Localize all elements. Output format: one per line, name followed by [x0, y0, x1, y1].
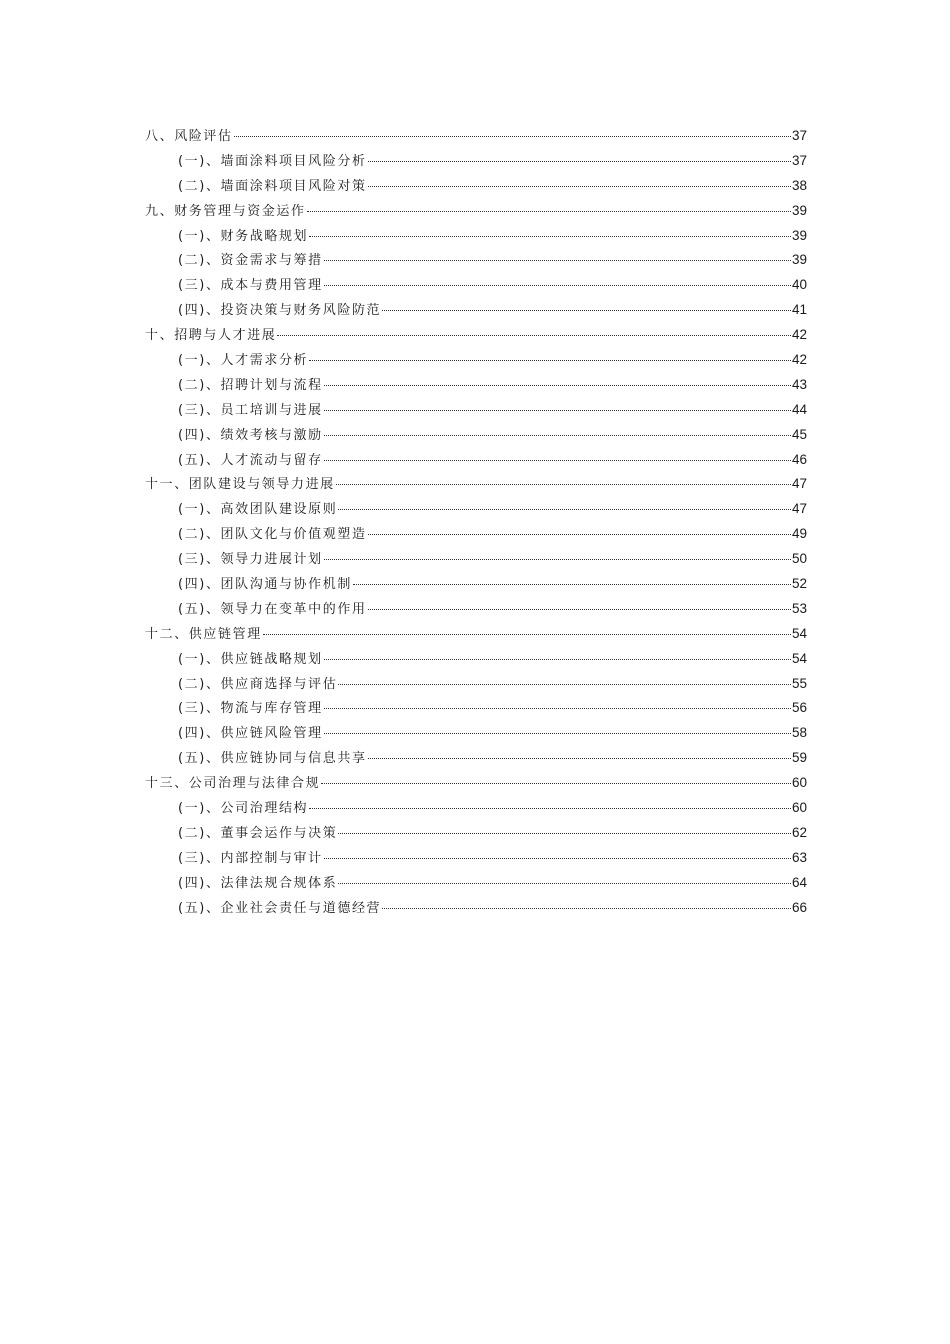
toc-section-entry[interactable] — [145, 822, 807, 847]
toc-entry-page-number: 59 — [791, 750, 807, 766]
toc-section-entry[interactable] — [145, 847, 807, 872]
toc-dot-leader — [324, 559, 791, 560]
toc-entry-page-number: 50 — [791, 551, 807, 567]
toc-entry-title: (三)、内部控制与审计 — [178, 850, 323, 866]
toc-chapter-entry[interactable] — [145, 125, 807, 150]
toc-section-entry[interactable] — [145, 374, 807, 399]
toc-section-entry[interactable] — [145, 897, 807, 922]
toc-dot-leader — [324, 858, 791, 859]
toc-dot-leader — [321, 783, 791, 784]
toc-entry-title: (三)、员工培训与进展 — [178, 402, 323, 418]
toc-entry-title: 十三、公司治理与法律合规 — [145, 776, 321, 792]
toc-entry-title: (一)、公司治理结构 — [178, 801, 309, 817]
toc-entry-page-number: 39 — [791, 252, 807, 268]
toc-entry-title: 十、招聘与人才进展 — [145, 328, 277, 344]
toc-entry-page-number: 39 — [791, 227, 807, 243]
toc-dot-leader — [338, 883, 791, 884]
toc-dot-leader — [309, 360, 791, 361]
toc-entry-title: (三)、物流与库存管理 — [178, 701, 323, 717]
toc-dot-leader — [324, 385, 791, 386]
toc-section-entry[interactable] — [145, 274, 807, 299]
toc-entry-page-number: 42 — [791, 352, 807, 368]
toc-entry-page-number: 52 — [791, 576, 807, 592]
toc-section-entry[interactable] — [145, 523, 807, 548]
toc-dot-leader — [368, 534, 791, 535]
toc-entry-page-number: 47 — [791, 476, 807, 492]
toc-chapter-entry[interactable] — [145, 772, 807, 797]
toc-entry-page-number: 49 — [791, 526, 807, 542]
toc-chapter-entry[interactable] — [145, 473, 807, 498]
toc-dot-leader — [263, 634, 791, 635]
toc-entry-page-number: 54 — [791, 650, 807, 666]
toc-entry-page-number: 37 — [791, 152, 807, 168]
toc-entry-title: (四)、绩效考核与激励 — [178, 427, 323, 443]
toc-dot-leader — [338, 833, 791, 834]
toc-entry-title: (一)、高效团队建设原则 — [178, 502, 338, 518]
toc-chapter-entry[interactable] — [145, 324, 807, 349]
toc-dot-leader — [382, 908, 791, 909]
toc-entry-page-number: 54 — [791, 625, 807, 641]
toc-entry-title: (二)、资金需求与筹措 — [178, 253, 323, 269]
toc-entry-page-number: 45 — [791, 426, 807, 442]
toc-entry-page-number: 60 — [791, 775, 807, 791]
toc-entry-page-number: 47 — [791, 501, 807, 517]
toc-entry-page-number: 66 — [791, 899, 807, 915]
toc-entry-title: (二)、团队文化与价值观塑造 — [178, 527, 367, 543]
toc-section-entry[interactable] — [145, 797, 807, 822]
toc-section-entry[interactable] — [145, 573, 807, 598]
toc-dot-leader — [324, 708, 791, 709]
table-of-contents — [145, 125, 807, 922]
toc-entry-title: 十二、供应链管理 — [145, 626, 262, 642]
toc-entry-page-number: 56 — [791, 700, 807, 716]
toc-dot-leader — [368, 161, 791, 162]
toc-entry-title: (五)、人才流动与留存 — [178, 452, 323, 468]
toc-section-entry[interactable] — [145, 722, 807, 747]
toc-entry-title: (二)、墙面涂料项目风险对策 — [178, 178, 367, 194]
toc-entry-title: (四)、团队沟通与协作机制 — [178, 577, 352, 593]
toc-dot-leader — [234, 136, 791, 137]
toc-entry-page-number: 40 — [791, 277, 807, 293]
toc-dot-leader — [324, 659, 791, 660]
toc-section-entry[interactable] — [145, 299, 807, 324]
toc-dot-leader — [353, 584, 791, 585]
toc-entry-title: 九、财务管理与资金运作 — [145, 203, 306, 219]
toc-entry-title: (二)、董事会运作与决策 — [178, 825, 338, 841]
toc-dot-leader — [324, 733, 791, 734]
toc-entry-page-number: 60 — [791, 800, 807, 816]
toc-entry-page-number: 42 — [791, 327, 807, 343]
toc-section-entry[interactable] — [145, 548, 807, 573]
toc-entry-title: (五)、供应链协同与信息共享 — [178, 751, 367, 767]
toc-section-entry[interactable] — [145, 697, 807, 722]
toc-entry-page-number: 55 — [791, 675, 807, 691]
toc-section-entry[interactable] — [145, 150, 807, 175]
toc-dot-leader — [368, 758, 791, 759]
toc-section-entry[interactable] — [145, 449, 807, 474]
toc-section-entry[interactable] — [145, 648, 807, 673]
toc-entry-title: (四)、投资决策与财务风险防范 — [178, 303, 382, 319]
toc-section-entry[interactable] — [145, 349, 807, 374]
toc-section-entry[interactable] — [145, 175, 807, 200]
toc-entry-title: (三)、成本与费用管理 — [178, 278, 323, 294]
toc-entry-page-number: 62 — [791, 824, 807, 840]
toc-dot-leader — [382, 310, 791, 311]
toc-dot-leader — [324, 410, 791, 411]
toc-entry-title: 八、风险评估 — [145, 129, 233, 144]
toc-entry-page-number: 41 — [791, 302, 807, 318]
toc-section-entry[interactable] — [145, 598, 807, 623]
toc-dot-leader — [338, 509, 791, 510]
toc-entry-title: (五)、领导力在变革中的作用 — [178, 601, 367, 617]
toc-section-entry[interactable] — [145, 225, 807, 250]
toc-entry-page-number: 53 — [791, 600, 807, 616]
toc-entry-title: (一)、人才需求分析 — [178, 353, 309, 369]
toc-entry-page-number: 63 — [791, 849, 807, 865]
toc-dot-leader — [324, 260, 791, 261]
toc-entry-title: (四)、供应链风险管理 — [178, 726, 323, 742]
toc-section-entry[interactable] — [145, 673, 807, 698]
toc-entry-page-number: 38 — [791, 177, 807, 193]
toc-entry-title: (五)、企业社会责任与道德经营 — [178, 900, 382, 916]
toc-dot-leader — [324, 285, 791, 286]
toc-section-entry[interactable] — [145, 399, 807, 424]
toc-dot-leader — [309, 808, 791, 809]
toc-dot-leader — [309, 236, 791, 237]
toc-entry-page-number: 58 — [791, 725, 807, 741]
toc-section-entry[interactable] — [145, 872, 807, 897]
toc-chapter-entry[interactable] — [145, 200, 807, 225]
toc-entry-page-number: 64 — [791, 874, 807, 890]
toc-section-entry[interactable] — [145, 747, 807, 772]
toc-chapter-entry[interactable] — [145, 623, 807, 648]
toc-entry-page-number: 43 — [791, 376, 807, 392]
toc-section-entry[interactable] — [145, 249, 807, 274]
toc-dot-leader — [338, 684, 791, 685]
toc-entry-title: (一)、墙面涂料项目风险分析 — [178, 153, 367, 169]
toc-entry-title: (三)、领导力进展计划 — [178, 552, 323, 568]
toc-entry-title: (二)、供应商选择与评估 — [178, 676, 338, 692]
toc-entry-title: 十一、团队建设与领导力进展 — [145, 477, 335, 493]
toc-dot-leader — [368, 186, 791, 187]
toc-entry-page-number: 37 — [791, 128, 807, 143]
toc-entry-page-number: 46 — [791, 451, 807, 467]
toc-entry-title: (一)、供应链战略规划 — [178, 651, 323, 667]
toc-entry-title: (一)、财务战略规划 — [178, 228, 309, 244]
toc-entry-page-number: 39 — [791, 202, 807, 218]
toc-dot-leader — [324, 435, 791, 436]
toc-dot-leader — [307, 211, 791, 212]
toc-section-entry[interactable] — [145, 424, 807, 449]
toc-section-entry[interactable] — [145, 498, 807, 523]
toc-dot-leader — [368, 609, 791, 610]
toc-dot-leader — [324, 460, 791, 461]
toc-entry-page-number: 44 — [791, 401, 807, 417]
toc-entry-title: (二)、招聘计划与流程 — [178, 377, 323, 393]
toc-entry-title: (四)、法律法规合规体系 — [178, 875, 338, 891]
toc-dot-leader — [277, 335, 791, 336]
toc-dot-leader — [336, 484, 791, 485]
